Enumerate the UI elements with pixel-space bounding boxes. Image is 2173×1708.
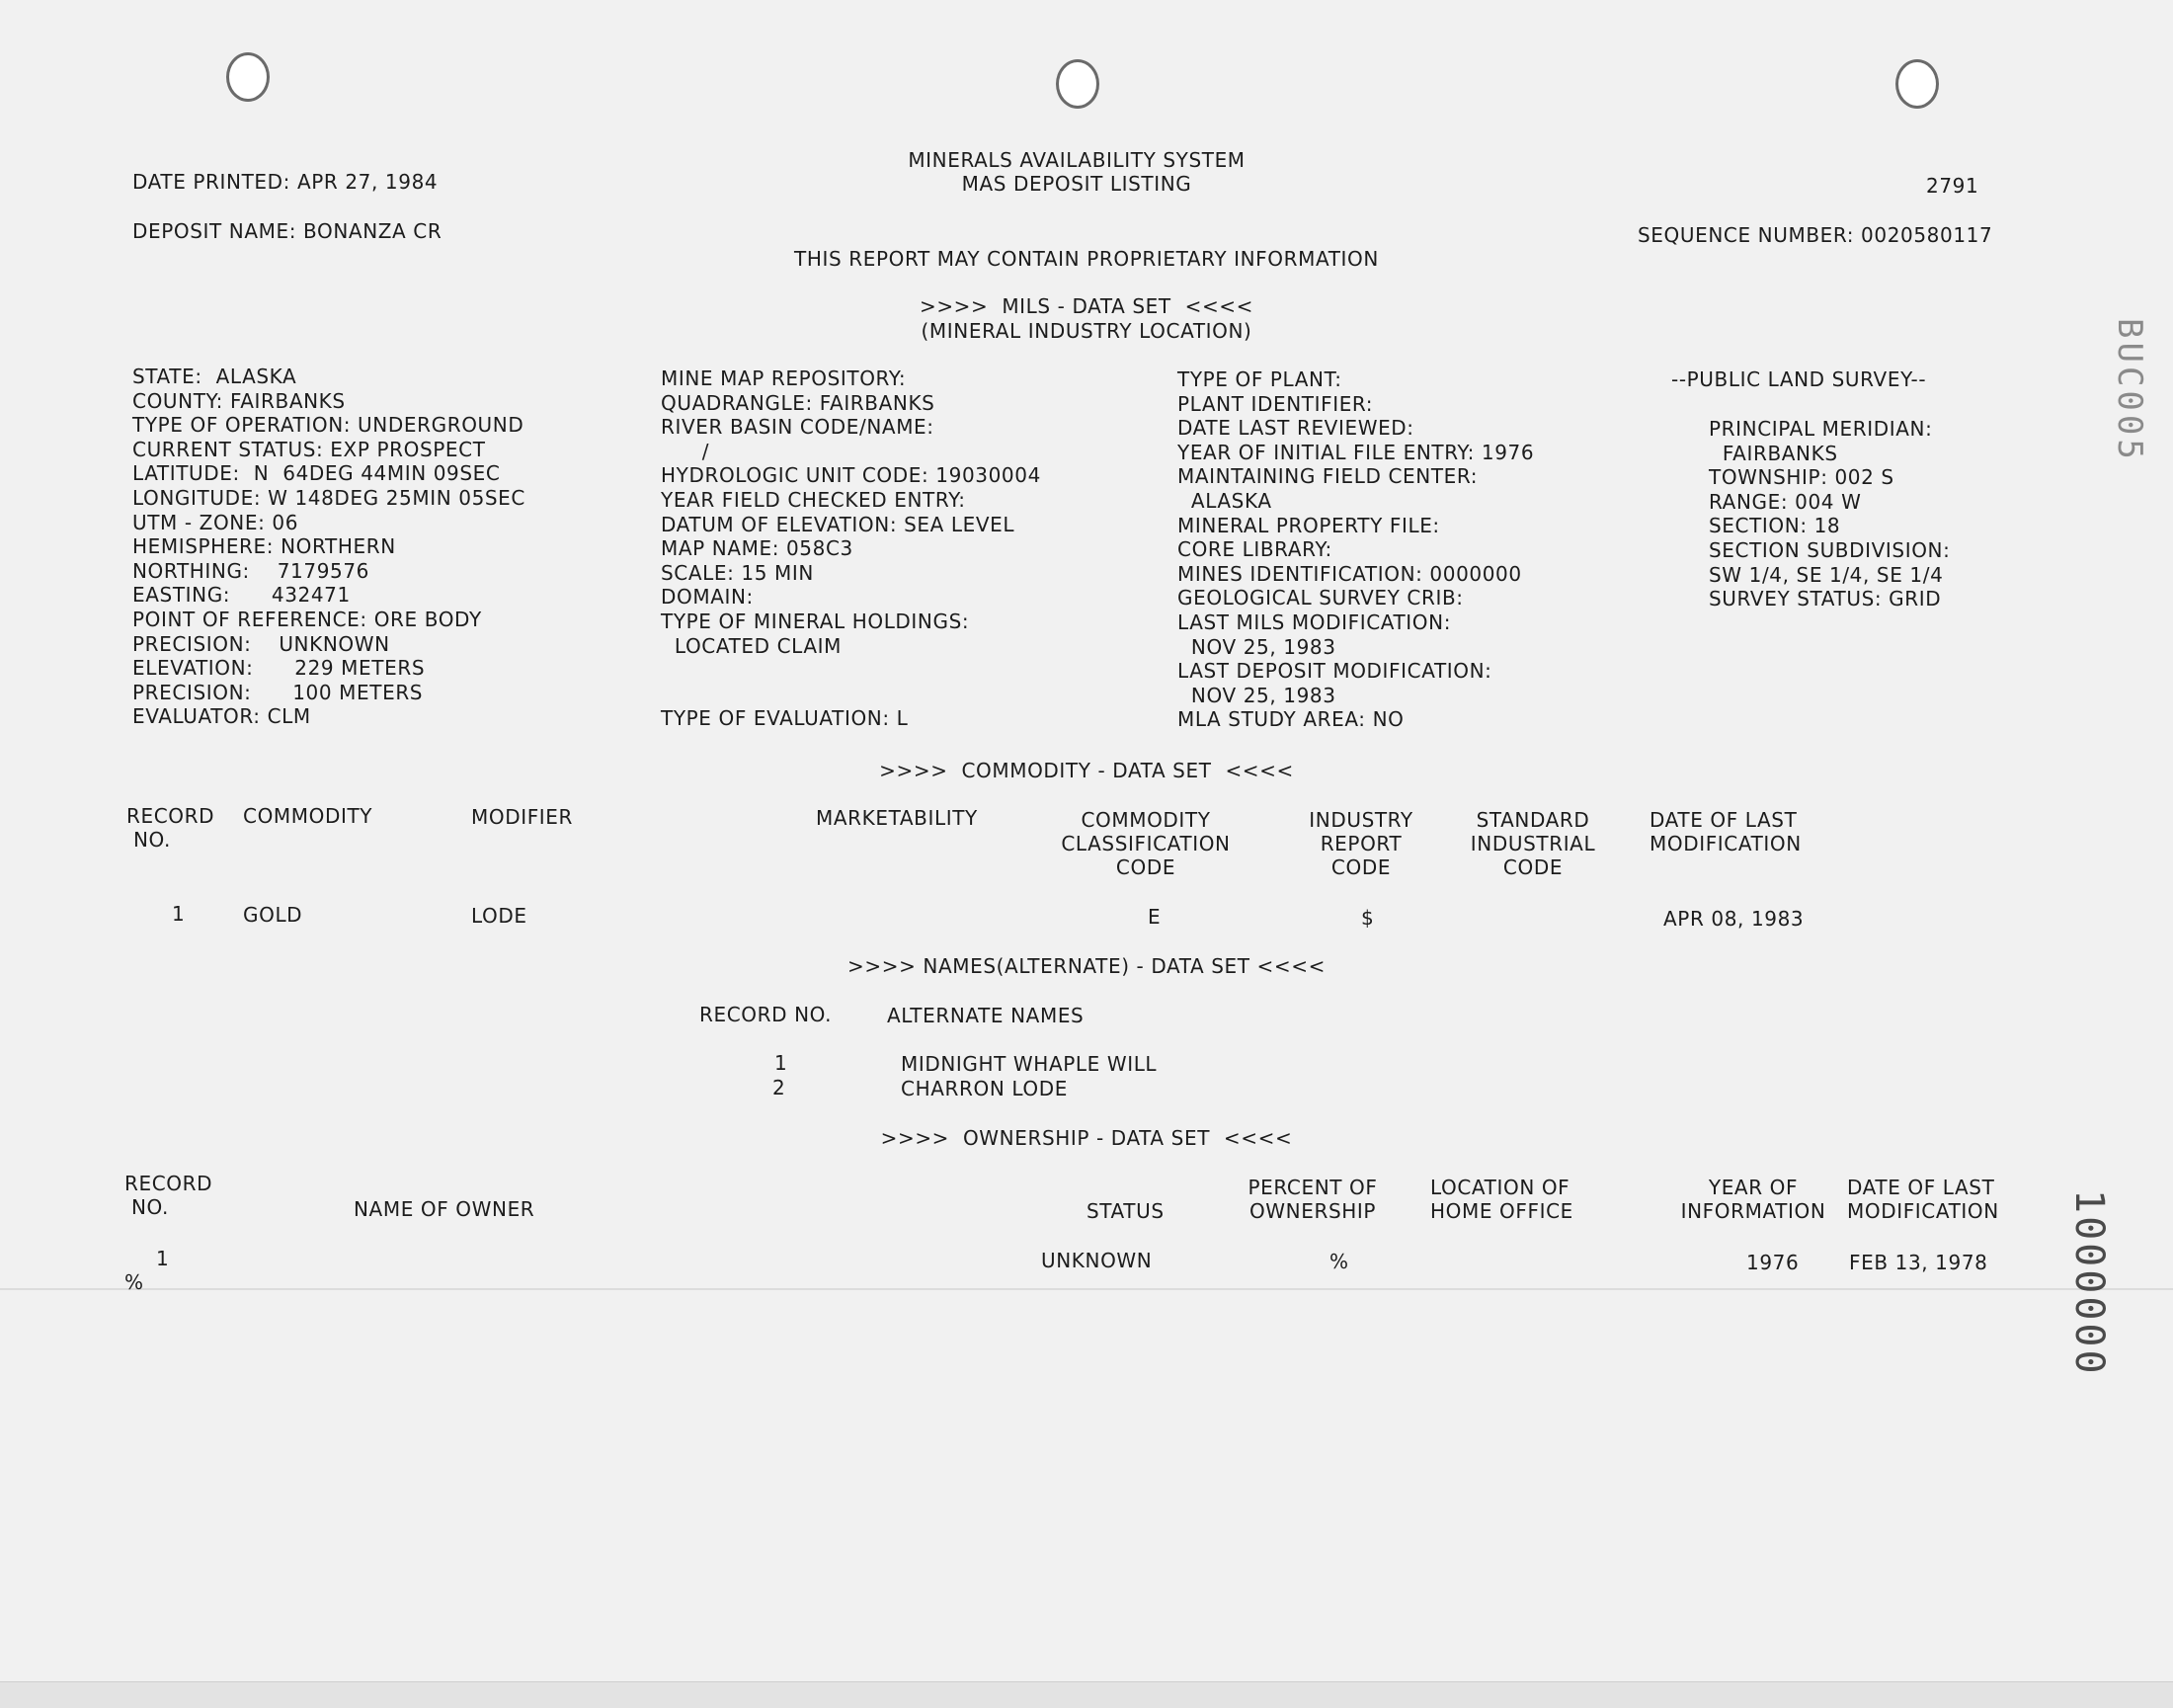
field-line: PRECISION: 100 METERS	[132, 680, 424, 704]
field-line: NOV 25, 1983	[1177, 683, 1336, 707]
names-row-name: CHARRON LODE	[901, 1077, 1068, 1100]
paper-fold-line	[0, 1288, 2173, 1290]
field-line: ELEVATION: 229 METERS	[132, 656, 426, 681]
names-row-record-no: 1	[774, 1051, 788, 1075]
field-line: YEAR FIELD CHECKED ENTRY:	[661, 488, 966, 512]
field-line: EVALUATOR: CLM	[132, 704, 311, 729]
field-line: /	[661, 439, 710, 463]
field-line: MINES IDENTIFICATION: 0000000	[1177, 561, 1522, 586]
field-line: POINT OF REFERENCE: ORE BODY	[132, 608, 482, 631]
field-line: MAINTAINING FIELD CENTER:	[1177, 464, 1479, 489]
commodity-header-sic: STANDARD INDUSTRIAL CODE	[1470, 808, 1596, 879]
ownership-heading: >>>> OWNERSHIP - DATA SET <<<<	[880, 1126, 1293, 1150]
commodity-row-commodity: GOLD	[243, 903, 303, 927]
field-line: HEMISPHERE: NORTHERN	[132, 534, 396, 559]
field-line: YEAR OF INITIAL FILE ENTRY: 1976	[1177, 440, 1535, 464]
field-line: MINE MAP REPOSITORY:	[661, 366, 907, 390]
proprietary-notice: THIS REPORT MAY CONTAIN PROPRIETARY INFORMATION	[794, 247, 1379, 271]
ownership-header-location: LOCATION OF HOME OFFICE	[1430, 1176, 1573, 1223]
field-line: LOCATED CLAIM	[661, 633, 842, 658]
field-line: GEOLOGICAL SURVEY CRIB:	[1177, 586, 1464, 610]
field-line: TYPE OF OPERATION: UNDERGROUND	[132, 413, 524, 438]
commodity-row-record-no: 1	[172, 902, 186, 926]
ownership-header-record-no: RECORD NO.	[124, 1172, 213, 1219]
field-line: PRINCIPAL MERIDIAN:	[1709, 417, 1933, 441]
ownership-header-status: STATUS	[1086, 1199, 1165, 1223]
field-line: FAIRBANKS	[1709, 441, 1838, 465]
field-line: UTM - ZONE: 06	[132, 510, 299, 534]
ownership-header-name-of-owner: NAME OF OWNER	[354, 1197, 535, 1221]
commodity-row-industry-report: $	[1361, 906, 1375, 930]
commodity-heading: >>>> COMMODITY - DATA SET <<<<	[879, 759, 1294, 782]
field-line: NOV 25, 1983	[1177, 634, 1336, 659]
commodity-row-date: APR 08, 1983	[1663, 907, 1805, 931]
field-line: MLA STUDY AREA: NO	[1177, 707, 1405, 732]
field-line: LAST DEPOSIT MODIFICATION:	[1177, 659, 1492, 684]
field-line: SECTION: 18	[1709, 514, 1841, 538]
field-line: CORE LIBRARY:	[1177, 537, 1332, 562]
date-printed: DATE PRINTED: APR 27, 1984	[132, 170, 439, 194]
field-line: MAP NAME: 058C3	[661, 536, 853, 561]
field-line: TYPE OF MINERAL HOLDINGS:	[661, 610, 970, 633]
deposit-name: DEPOSIT NAME: BONANZA CR	[132, 219, 443, 243]
commodity-header-record-no: RECORD NO.	[126, 804, 215, 852]
field-line: HYDROLOGIC UNIT CODE: 19030004	[661, 463, 1041, 488]
page-number: 2791	[1926, 174, 1979, 198]
field-line: CURRENT STATUS: EXP PROSPECT	[132, 437, 486, 461]
ownership-row-year: 1976	[1746, 1251, 1800, 1274]
ownership-row-date: FEB 13, 1978	[1849, 1251, 1988, 1274]
punch-hole-left	[226, 52, 270, 102]
field-line: DATUM OF ELEVATION: SEA LEVEL	[661, 512, 1015, 536]
field-line: LONGITUDE: W 148DEG 25MIN 05SEC	[132, 486, 525, 510]
mils-heading: >>>> MILS - DATA SET <<<<	[919, 294, 1254, 318]
ownership-header-date: DATE OF LAST MODIFICATION	[1847, 1176, 1999, 1223]
field-line: SECTION SUBDIVISION:	[1709, 538, 1951, 562]
field-line: TOWNSHIP: 002 S	[1709, 465, 1894, 490]
names-heading: >>>> NAMES(ALTERNATE) - DATA SET <<<<	[847, 954, 1326, 978]
field-line: EASTING: 432471	[132, 583, 351, 608]
mils-subheading: (MINERAL INDUSTRY LOCATION)	[921, 319, 1252, 343]
commodity-header-marketability: MARKETABILITY	[816, 806, 978, 830]
field-line: RANGE: 004 W	[1709, 489, 1862, 514]
field-line: PRECISION: UNKNOWN	[132, 631, 390, 656]
commodity-header-modifier: MODIFIER	[471, 805, 574, 829]
margin-stamp-bottom: 1000000	[2066, 1189, 2112, 1377]
field-line: LAST MILS MODIFICATION:	[1177, 610, 1452, 634]
field-line: SCALE: 15 MIN	[661, 560, 814, 585]
field-line: COUNTY: FAIRBANKS	[132, 388, 346, 413]
ownership-row-status: UNKNOWN	[1041, 1249, 1153, 1272]
commodity-header-classification: COMMODITY CLASSIFICATION CODE	[1061, 808, 1231, 879]
ownership-header-percent: PERCENT OF OWNERSHIP	[1247, 1176, 1378, 1223]
field-line: SURVEY STATUS: GRID	[1709, 587, 1942, 611]
field-line: TYPE OF PLANT:	[1177, 367, 1342, 391]
field-line: PLANT IDENTIFIER:	[1177, 391, 1374, 416]
commodity-row-classification: E	[1148, 905, 1162, 929]
field-line: DATE LAST REVIEWED:	[1177, 416, 1414, 441]
names-header-record-no: RECORD NO.	[699, 1003, 833, 1026]
ownership-row-percent-marker: %	[124, 1270, 144, 1294]
field-line: NORTHING: 7179576	[132, 558, 369, 583]
ownership-row-percent: %	[1329, 1250, 1349, 1273]
ownership-header-year: YEAR OF INFORMATION	[1680, 1176, 1826, 1223]
field-line: RIVER BASIN CODE/NAME:	[661, 415, 934, 440]
field-line: ALASKA	[1177, 489, 1272, 513]
paper-bottom-edge	[0, 1681, 2173, 1708]
names-row-record-no: 2	[772, 1076, 786, 1099]
commodity-header-industry-report: INDUSTRY REPORT CODE	[1309, 808, 1413, 879]
punch-hole-right	[1895, 59, 1939, 109]
commodity-header-date-last-mod: DATE OF LAST MODIFICATION	[1650, 808, 1802, 855]
field-line: DOMAIN:	[661, 585, 754, 610]
system-title: MINERALS AVAILABILITY SYSTEM	[908, 148, 1246, 172]
sequence-number: SEQUENCE NUMBER: 0020580117	[1638, 223, 1993, 247]
commodity-header-commodity: COMMODITY	[243, 804, 373, 828]
field-line: LATITUDE: N 64DEG 44MIN 09SEC	[132, 461, 501, 486]
commodity-row-modifier: LODE	[471, 904, 527, 928]
ownership-row-record-no: 1	[156, 1247, 170, 1270]
field-line: SW 1/4, SE 1/4, SE 1/4	[1709, 562, 1944, 587]
names-row-name: MIDNIGHT WHAPLE WILL	[901, 1052, 1158, 1076]
public-land-survey-title: --PUBLIC LAND SURVEY--	[1671, 367, 1927, 391]
listing-title: MAS DEPOSIT LISTING	[961, 172, 1192, 196]
field-line: MINERAL PROPERTY FILE:	[1177, 513, 1440, 537]
punch-hole-center	[1056, 59, 1099, 109]
field-line: TYPE OF EVALUATION: L	[661, 706, 909, 731]
field-line: STATE: ALASKA	[132, 365, 297, 388]
names-header-alternate-names: ALTERNATE NAMES	[887, 1004, 1085, 1027]
field-line: QUADRANGLE: FAIRBANKS	[661, 390, 935, 415]
margin-stamp-top: BUC005	[2110, 318, 2149, 463]
